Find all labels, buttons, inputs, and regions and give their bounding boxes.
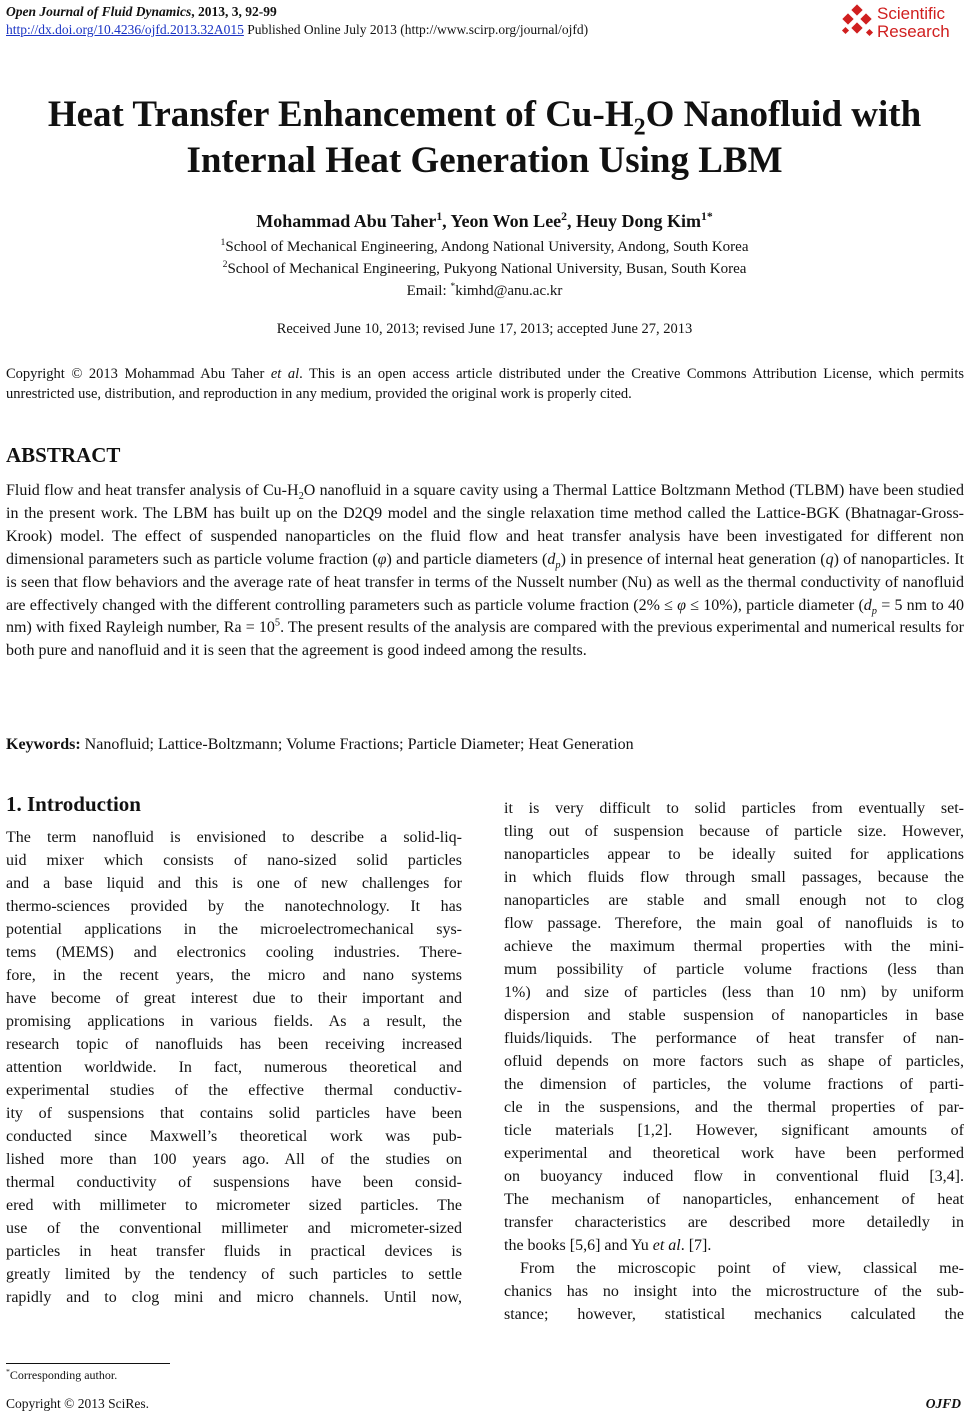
text-line: the dimension of particles, the volume fractions of parti- [504, 1076, 964, 1093]
publisher-logo [841, 2, 961, 42]
text-line: mum possibility of particle volume fractions (less than [504, 961, 964, 978]
text-line: tems (MEMS) and electronics cooling industries. There- [6, 944, 462, 961]
paper-title [0, 92, 969, 184]
text-line: nanoparticles are stable and small enough not to clog [504, 892, 964, 909]
text-line: promising applications in various fields. As a result, the [6, 1013, 462, 1030]
logo-word-scientific: Scientific [877, 4, 946, 23]
intro-right-column [504, 797, 964, 1326]
intro-left-column [6, 826, 462, 1309]
published-note: Published Online July 2013 (http://www.scirp.org/journal/ojfd) [243, 22, 589, 37]
text-line: cle in the suspensions, and the thermal properties of par- [504, 1099, 964, 1116]
text-line: flow passage. Therefore, the main goal of nanofluids is to [504, 915, 964, 932]
text-line: conducted since Maxwell’s theoretical work was pub- [6, 1128, 462, 1145]
text-line: rapidly and to clog mini and micro channels. Until now, [6, 1289, 462, 1306]
text-line: uid mixer which consists of nano-sized solid particles [6, 852, 462, 869]
abstract-body: Fluid flow and heat transfer analysis of $Cu-H_2O$ nanofluid in a square cavity using a Thermal Lattice Boltzmann Method (TLBM) have been studied in the present work. The LBM has built up on the D2Q9 model and the single relaxation time method called the Lattice-BGK (Bhatnagar-Gross-Krook) model. The effect of suspended nanoparticles on the fluid flow and heat transfer analysis have been investigated for different non dimensional parameters such as particle volume fraction (φ) and particle diameters $(d_p)$ in presence of internal heat generation (q) of nanoparticles. It is seen that flow behaviors and the average rate of heat transfer in terms of the Nusselt number (Nu) as well as the thermal conductivity of nanofluid are effectively changed with the different controlling parameters such as particle volume fraction (2% ≤ φ ≤ 10%), particle diameter ($d_p = 5$ nm to 40 nm) with fixed Rayleigh number, $Ra = 10^5$. The present results of the analysis are compared with the previous experimental and numerical results for both pure and nanofluid and it is seen that the agreement is good indeed among the results. [6, 482, 965, 660]
text-line: experimental and theoretical work have been performed [504, 1145, 964, 1162]
text-line: use of the conventional millimeter and micrometer-sized [6, 1220, 462, 1237]
text-line: transfer characteristics are described more detailedly in [504, 1214, 964, 1231]
journal-citation [6, 4, 277, 20]
text-line: tling out of suspension because of particle size. However, [504, 823, 964, 840]
text-line: and a base liquid and this is one of new challenges for [6, 875, 462, 892]
keywords-list: Nanofluid; Lattice-Boltzmann; Volume Fractions; Particle Diameter; Heat Generation [80, 736, 634, 753]
text-line: ticle materials [1,2]. However, significant amounts of [504, 1122, 964, 1139]
keywords-label: Keywords: [6, 736, 81, 753]
text-line: The mechanism of nanoparticles, enhancement of heat [504, 1191, 964, 1208]
footer-copyright: Copyright © 2013 SciRes. [6, 1396, 150, 1411]
doi-link[interactable]: http://dx.doi.org/10.4236/ojfd.2013.32A015 [6, 22, 244, 37]
footnote: *Corresponding author. [6, 1367, 118, 1382]
received-dates: Received June 10, 2013; revised June 17, 2013; accepted June 27, 2013 [276, 321, 693, 337]
copyright-notice: Copyright © 2013 Mohammad Abu Taher et al. This is an open access article distributed under the Creative Commons Attribution License, which permits unrestricted use, distribution, and reproduction in any medium, provided the original work is properly cited. [6, 366, 964, 402]
keywords [6, 734, 964, 756]
journal-name: Open Journal of Fluid Dynamics [6, 4, 192, 19]
affiliation-2: $^2$School of Mechanical Engineering, Pukyong National University, Busan, South Korea [222, 259, 747, 277]
text-line: fluids/liquids. The performance of heat transfer of nan- [504, 1030, 964, 1047]
text-line: nanoparticles appear to be ideally suited for applications [504, 846, 964, 863]
text-line: thermo-sciences provided by the nanotechnology. It has [6, 898, 462, 915]
text-line: particles in heat transfer fluids in practical devices is [6, 1243, 462, 1260]
journal-volume-pages: , 2013, 3, 92-99 [191, 4, 277, 19]
text-line: chanics has no insight into the microstructure of the sub- [504, 1283, 964, 1300]
text-line: ity of suspensions that contains solid particles have been [6, 1105, 462, 1122]
text-line: attention worldwide. In fact, numerous theoretical and [6, 1059, 462, 1076]
text-line: 1%) and size of particles (less than 10 nm) by uniform [504, 984, 964, 1001]
text-line: dispersion and stable suspension of nanoparticles in base [504, 1007, 964, 1024]
author-list: Mohammad Abu Taher$^1$, Yeon Won Lee$^2$, Heuy Dong Kim$^{1*}$ [256, 210, 713, 231]
text-line: thermal conductivity of suspensions have been consid- [6, 1174, 462, 1191]
text-line: experimental studies of the effective thermal conductiv- [6, 1082, 462, 1099]
text-line: fore, in the recent years, the micro and nano systems [6, 967, 462, 984]
title-line-1: Heat Transfer Enhancement of $Cu-H_2O$ Nanofluid with [47, 94, 922, 141]
email-address[interactable]: kimhd@anu.ac.kr [455, 283, 563, 299]
title-line-2: Internal Heat Generation Using LBM [186, 140, 783, 181]
text-line: research topic of nanofluids has been receiving increased [6, 1036, 462, 1053]
section-heading-introduction: 1. Introduction [6, 792, 141, 816]
affiliation-1: $^1$School of Mechanical Engineering, Andong National University, Andong, South Korea [220, 237, 749, 255]
text-line: it is very difficult to solid particles from eventually set- [504, 800, 964, 817]
text-line: The term nanofluid is envisioned to describe a solid-liq- [6, 829, 462, 846]
text-line: on buoyancy induced flow in conventional fluid [3,4]. [504, 1168, 964, 1185]
text-line: greatly limited by the tendency of such particles to settle [6, 1266, 462, 1283]
text-line: ered with millimeter to micrometer sized particles. The [6, 1197, 462, 1214]
footnote-divider [6, 1363, 170, 1364]
text-line: in which fluids flow through small passages, because the [504, 869, 964, 886]
text-line: lished more than 100 years ago. All of the studies on [6, 1151, 462, 1168]
logo-word-research: Research [877, 22, 950, 41]
text-line: the books [5,6] and Yu et al. [7]. [504, 1237, 712, 1254]
text-line: achieve the maximum thermal properties with the mini- [504, 938, 964, 955]
text-line: From the microscopic point of view, classical me- [520, 1260, 964, 1277]
corresponding-email: Email: *kimhd@anu.ac.kr [406, 281, 563, 299]
text-line: ofluid depends on more factors such as shape of particles, [504, 1053, 964, 1070]
abstract-heading: ABSTRACT [6, 443, 121, 467]
footer-journal-abbrev: OJFD [925, 1396, 961, 1411]
text-line: have become of great interest due to their important and [6, 990, 462, 1007]
text-line: potential applications in the microelectromechanical sys- [6, 921, 462, 938]
doi-line [6, 22, 588, 38]
text-line: stance; however, statistical mechanics calculated the [504, 1306, 964, 1323]
scientific-research-logo-icon [841, 4, 875, 40]
